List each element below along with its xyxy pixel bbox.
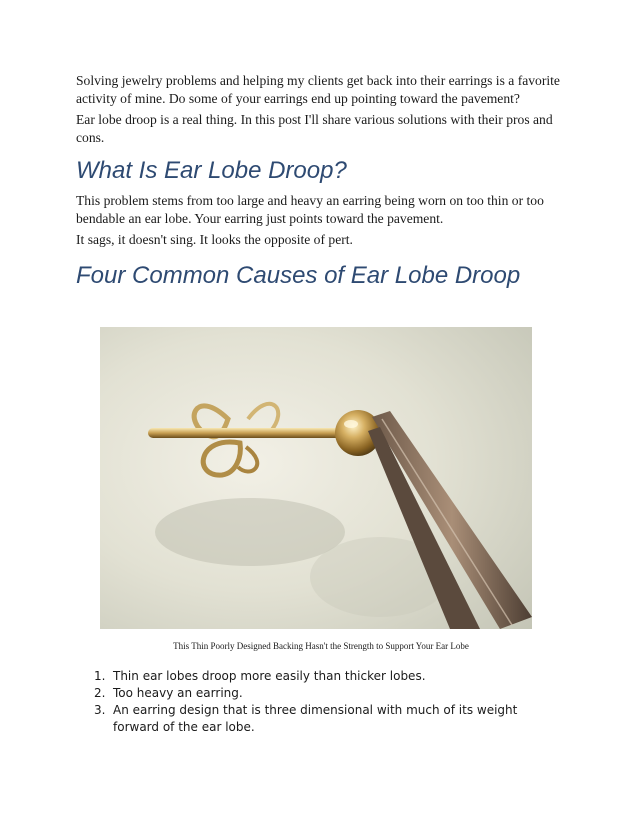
causes-list	[76, 668, 566, 736]
section-heading-what-is-droop: What Is Ear Lobe Droop?	[76, 157, 347, 184]
list-item-text: Too heavy an earring.	[113, 686, 243, 700]
section1-paragraph-1: This problem stems from too large and heavy an earring being worn on too thin or too bendable an ear lobe. Your earring just points toward the pavement.	[76, 193, 544, 226]
list-item-number: 2.	[94, 686, 106, 700]
list-item-number: 3.	[94, 703, 106, 717]
section1-paragraph-2: It sags, it doesn't sing. It looks the opposite of pert.	[76, 232, 353, 247]
earring-photo	[100, 327, 532, 629]
list-item-text: Thin ear lobes droop more easily than thicker lobes.	[113, 669, 426, 683]
section-heading-four-causes: Four Common Causes of Ear Lobe Droop	[76, 261, 521, 289]
intro-paragraph-1: Solving jewelry problems and helping my clients get back into their earrings is a favorite activity of mine. Do some of your earrings end up pointing toward the pavement?	[76, 73, 560, 106]
document-body	[76, 72, 566, 291]
list-item-text: An earring design that is three dimensional with much of its weight forward of the ear lobe.	[113, 703, 518, 734]
intro-paragraph-2: Ear lobe droop is a real thing. In this post I'll share various solutions with their pros and cons.	[76, 112, 553, 145]
list-item	[76, 668, 566, 685]
list-item	[76, 702, 566, 736]
image-caption: This Thin Poorly Designed Backing Hasn't the Strength to Support Your Ear Lobe	[173, 641, 469, 651]
earring-photo-illustration	[100, 327, 532, 629]
list-item-number: 1.	[94, 669, 106, 683]
list-item	[76, 685, 566, 702]
